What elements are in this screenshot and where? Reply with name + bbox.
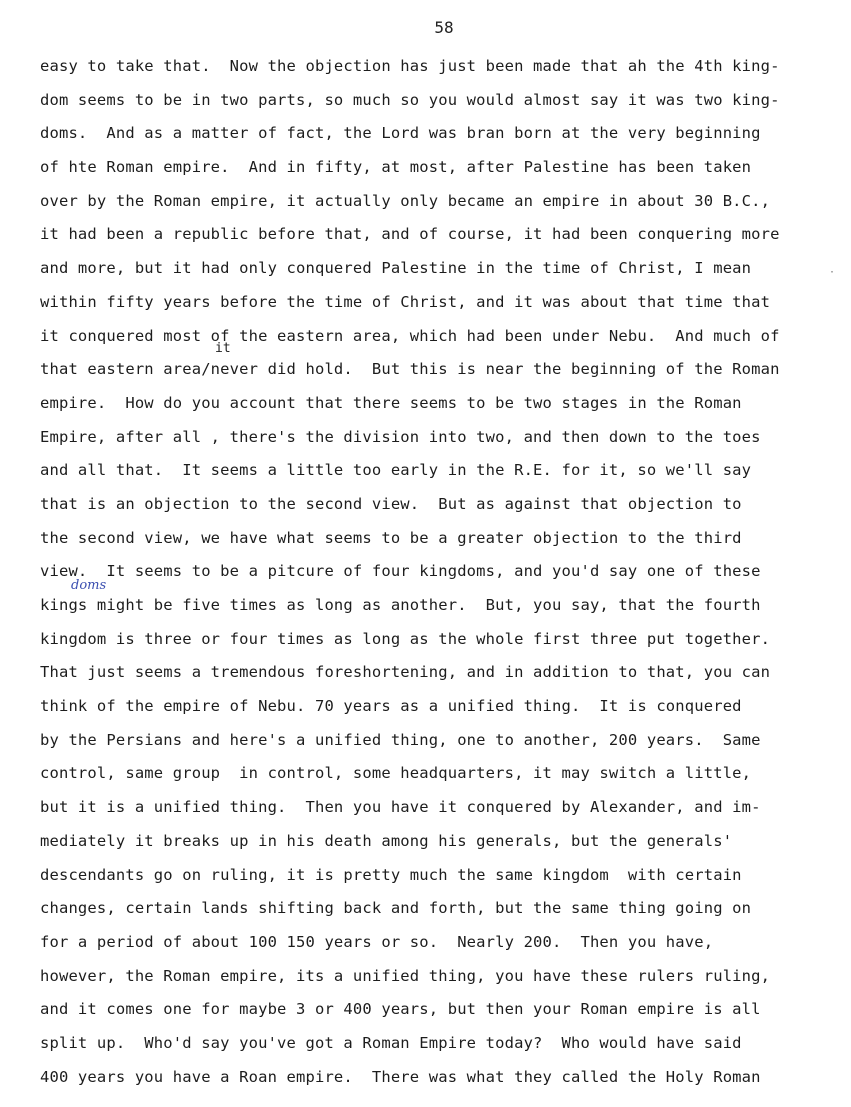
text-line: doms. And as a matter of fact, the Lord was bran born at the very beginning bbox=[40, 124, 761, 143]
text-line: that eastern area/never did hold. But this is near the beginning of the Roman bbox=[40, 360, 780, 379]
text-line: for a period of about 100 150 years or so. Nearly 200. Then you have, bbox=[40, 932, 714, 951]
typed-body-text bbox=[40, 50, 840, 1094]
text-line: it conquered most of the eastern area, which had been under Nebu. And much of bbox=[40, 326, 780, 345]
stray-mark: · bbox=[829, 267, 836, 278]
handwritten-insertion: doms bbox=[71, 578, 107, 593]
page-number: 58 bbox=[434, 18, 454, 37]
text-line: but it is a unified thing. Then you have it conquered by Alexander, and im- bbox=[40, 798, 761, 817]
text-line: split up. Who'd say you've got a Roman Empire today? Who would have said bbox=[40, 1033, 742, 1052]
text-line: it had been a republic before that, and of course, it had been conquering more bbox=[40, 225, 780, 244]
interlinear-insertion: it bbox=[215, 341, 231, 356]
text-line: over by the Roman empire, it actually only became an empire in about 30 B.C., bbox=[40, 191, 771, 210]
text-line: that is an objection to the second view. But as against that objection to bbox=[40, 494, 742, 513]
text-line: and it comes one for maybe 3 or 400 years, but then your Roman empire is all bbox=[40, 1000, 761, 1019]
text-line: and more, but it had only conquered Palestine in the time of Christ, I mean bbox=[40, 259, 752, 278]
text-line: of hte Roman empire. And in fifty, at most, after Palestine has been taken bbox=[40, 158, 752, 177]
text-line: the second view, we have what seems to be a greater objection to the third bbox=[40, 528, 742, 547]
text-line: however, the Roman empire, its a unified thing, you have these rulers ruling, bbox=[40, 966, 771, 985]
text-line: empire. How do you account that there seems to be two stages in the Roman bbox=[40, 393, 742, 412]
text-line: changes, certain lands shifting back and forth, but the same thing going on bbox=[40, 899, 752, 918]
text-line: mediately it breaks up in his death among his generals, but the generals' bbox=[40, 831, 733, 850]
text-line: easy to take that. Now the objection has just been made that ah the 4th king- bbox=[40, 57, 780, 75]
text-line: view. It seems to be a pitcure of four kingdoms, and you'd say one of these bbox=[40, 562, 761, 581]
text-line: think of the empire of Nebu. 70 years as a unified thing. It is conquered bbox=[40, 697, 742, 716]
text-line: 400 years you have a Roan empire. There was what they called the Holy Roman bbox=[40, 1067, 761, 1086]
text-line: control, same group in control, some headquarters, it may switch a little, bbox=[40, 764, 752, 783]
text-line: kingdom is three or four times as long as the whole first three put together. bbox=[40, 629, 771, 648]
text-line: dom seems to be in two parts, so much so you would almost say it was two king- bbox=[40, 90, 780, 109]
text-line: kings might be five times as long as another. But, you say, that the fourth bbox=[40, 596, 761, 614]
text-line: within fifty years before the time of Christ, and it was about that time that bbox=[40, 292, 771, 311]
text-line: descendants go on ruling, it is pretty much the same kingdom with certain bbox=[40, 865, 742, 884]
text-line: by the Persians and here's a unified thing, one to another, 200 years. Same bbox=[40, 730, 761, 749]
text-line: and all that. It seems a little too early in the R.E. for it, so we'll say bbox=[40, 461, 752, 480]
text-line: That just seems a tremendous foreshortening, and in addition to that, you can bbox=[40, 663, 771, 682]
text-line: Empire, after all , there's the division into two, and then down to the toes bbox=[40, 427, 761, 446]
